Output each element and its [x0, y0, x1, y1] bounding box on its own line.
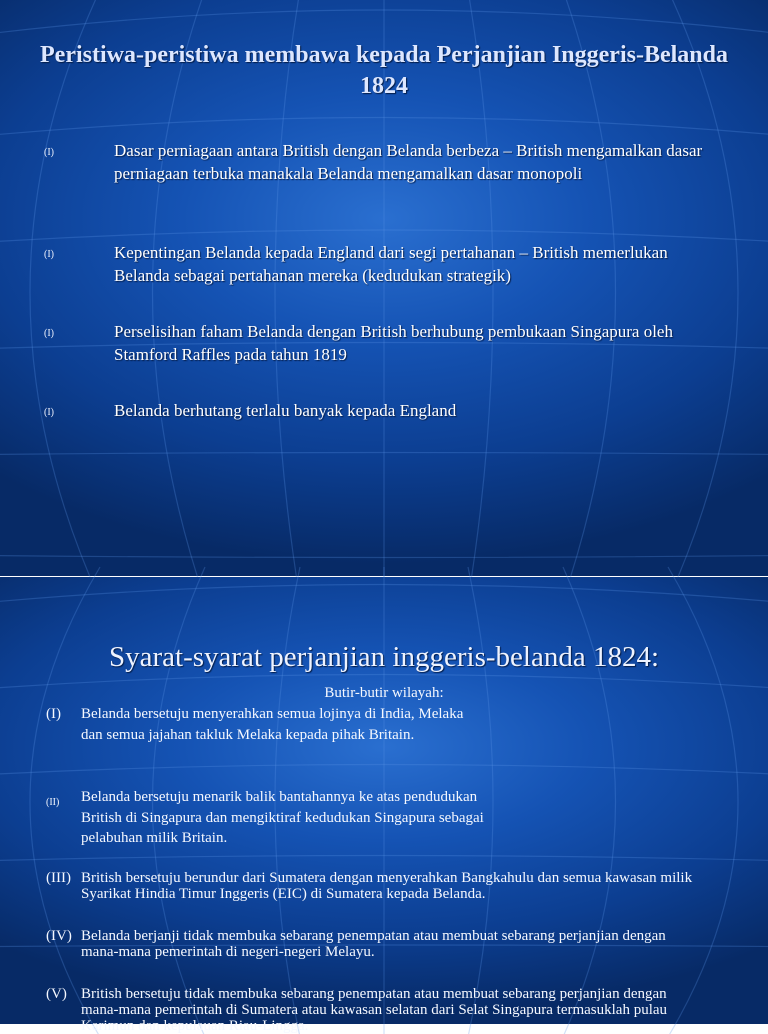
slide-terms: [0, 577, 768, 1034]
list-marker: (I): [44, 147, 54, 158]
slide-title: Syarat-syarat perjanjian inggeris-belanda 1824:: [109, 641, 659, 673]
list-marker: (I): [44, 249, 54, 260]
list-item-text: Belanda bersetuju menarik balik bantahannya ke atas pendudukan British di Singapura dan mengiktiraf kedudukan Singapura sebagai pelabuhan milik Britain.: [81, 789, 484, 846]
list-marker: (I): [46, 706, 61, 722]
list-item-text: Belanda berhutang terlalu banyak kepada England: [114, 401, 457, 420]
list-marker: (I): [44, 328, 54, 339]
list-marker: (III): [46, 870, 71, 886]
list-marker: (II): [46, 797, 60, 808]
list-marker: (I): [44, 407, 54, 418]
list-marker: (IV): [46, 928, 72, 944]
slide-title: Peristiwa-peristiwa membawa kepada Perjanjian Inggeris-Belanda 1824: [40, 42, 728, 99]
list-item-text: British bersetuju tidak membuka sebarang penempatan atau membuat sebarang perjanjian dengan mana-mana pemerintah di Sumatera atau kawasan selatan dari Selat Singapura termasuklah pulau Karimun dan kepulauan Riau-Lingga.: [81, 986, 668, 1034]
slide-subtitle: Butir-butir wilayah:: [324, 685, 444, 701]
list-item-text: Belanda bersetuju menyerahkan semua lojinya di India, Melaka dan semua jajahan takluk Melaka kepada pihak Britain.: [81, 706, 464, 743]
list-item-text: Perselisihan faham Belanda dengan British berhubung pembukaan Singapura oleh Stamford Raffles pada tahun 1819: [114, 322, 673, 364]
list-item-text: Belanda berjanji tidak membuka sebarang penempatan atau membuat sebarang perjanjian dengan mana-mana pemerintah di negeri-negeri Melayu.: [81, 928, 666, 960]
list-item-text: Dasar perniagaan antara British dengan Belanda berbeza – British mengamalkan dasar perniagaan terbuka manakala Belanda mengamalkan dasar monopoli: [114, 141, 703, 183]
list-item-text: Kepentingan Belanda kepada England dari segi pertahanan – British memerlukan Belanda sebagai pertahanan mereka (kedudukan strategik): [114, 243, 668, 285]
list-marker: (V): [46, 986, 67, 1002]
list-item-text: British bersetuju berundur dari Sumatera dengan menyerahkan Bangkahulu dan semua kawasan milik Syarikat Hindia Timur Inggeris (EIC) di Sumatera kepada Belanda.: [81, 870, 693, 902]
